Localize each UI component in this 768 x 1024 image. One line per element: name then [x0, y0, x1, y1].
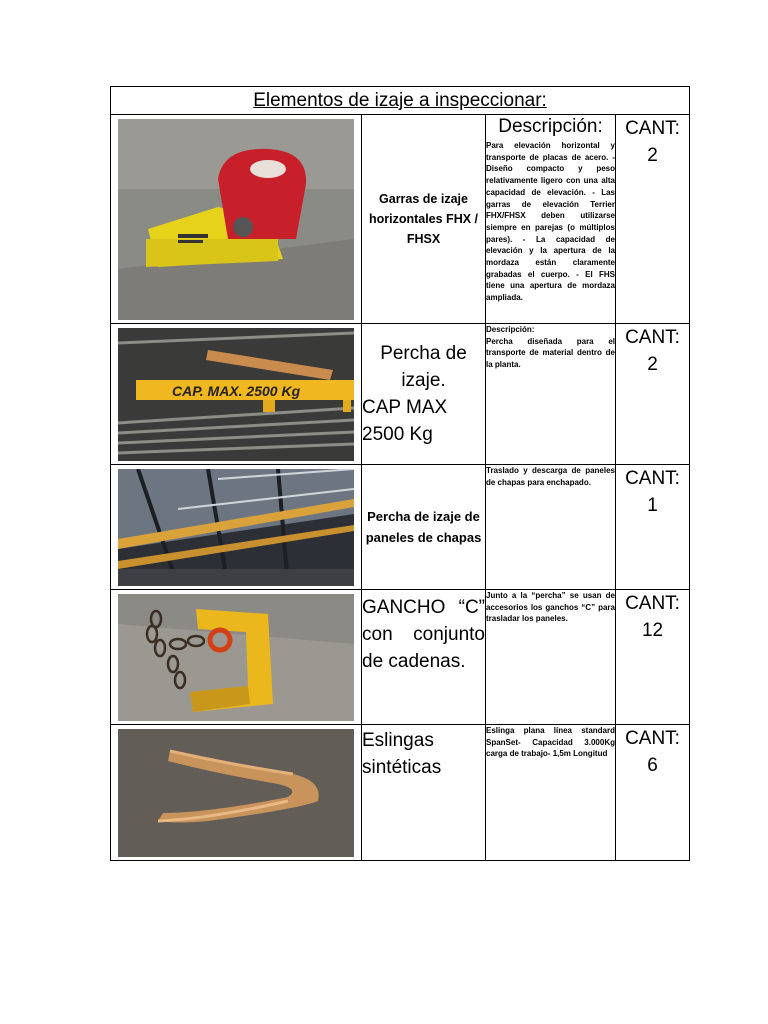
item-name: Eslingas sintéticas — [362, 730, 442, 778]
quantity-value: 2 — [647, 145, 658, 166]
quantity-label: CANT: — [625, 118, 680, 139]
quantity-value: 1 — [647, 495, 658, 516]
description-text: Eslinga plana línea standard SpanSet- Capacidad 3.000Kg carga de trabajo- 1,5m Longitud — [486, 726, 615, 759]
description-cell — [486, 115, 616, 324]
item-name-line: Percha de — [380, 343, 467, 364]
item-name: GANCHO “C” con conjunto de cadenas. — [362, 597, 485, 672]
quantity-label: CANT: — [625, 728, 680, 749]
photo-cell — [111, 725, 362, 861]
overhead-crane-photo — [118, 469, 354, 586]
c-hook-chain-photo — [118, 594, 354, 721]
table-row — [111, 725, 690, 861]
quantity-cell — [616, 465, 690, 590]
quantity-label: CANT: — [625, 593, 680, 614]
quantity-cell — [616, 590, 690, 725]
quantity-cell — [616, 115, 690, 324]
quantity-label: CANT: — [625, 468, 680, 489]
table-row — [111, 465, 690, 590]
table-title: Elementos de izaje a inspeccionar: — [253, 90, 547, 111]
table-title-cell — [111, 87, 690, 115]
photo-cell — [111, 115, 362, 324]
description-cell — [486, 324, 616, 465]
item-name-cell — [362, 465, 486, 590]
table-row — [111, 324, 690, 465]
table-row — [111, 115, 690, 324]
description-cell — [486, 725, 616, 861]
item-name-line: CAP MAX — [362, 397, 448, 418]
item-name: Garras de izaje horizontales FHX / FHSX — [368, 192, 479, 246]
spreader-capacity-label: CAP. MAX. 2500 Kg — [172, 383, 301, 399]
synthetic-sling-photo — [118, 729, 354, 857]
spreader-beam-photo — [118, 328, 354, 461]
inspection-table — [110, 86, 690, 861]
quantity-value: 2 — [647, 354, 658, 375]
item-name-cell — [362, 725, 486, 861]
photo-cell — [111, 324, 362, 465]
photo-cell — [111, 465, 362, 590]
description-text: Junto a la “percha” se usan de accesorios los ganchos “C” para trasladar los paneles. — [486, 591, 615, 624]
description-header: Descripción: — [486, 325, 535, 334]
item-name-line: izaje. — [401, 370, 446, 391]
item-name-line: 2500 Kg — [362, 424, 433, 445]
photo-cell — [111, 590, 362, 725]
item-name-cell — [362, 590, 486, 725]
description-text: Percha diseñada para el transporte de material dentro de la planta. — [486, 336, 615, 370]
quantity-value: 6 — [647, 755, 658, 776]
quantity-cell — [616, 324, 690, 465]
description-text: Para elevación horizontal y transporte de placas de acero. - Diseño compacto y peso relativamente ligero con una alta capacidad de elevación. - Las garras de elevación Terrier FHX/FHSX deben utilizarse siempre en parejas (o múltiplos pares). - La capacidad de elevación y la apertura de la mordaza están claramente grabadas el cuerpo. - El FHS tiene una apertura de mordaza ampliada. — [486, 141, 615, 303]
item-name-cell — [362, 115, 486, 324]
quantity-label: CANT: — [625, 327, 680, 348]
description-cell — [486, 590, 616, 725]
description-text: Traslado y descarga de paneles de chapas para enchapado. — [486, 466, 615, 487]
quantity-value: 12 — [641, 620, 664, 641]
item-name-cell — [362, 324, 486, 465]
description-header: Descripción: — [498, 116, 603, 137]
quantity-cell — [616, 725, 690, 861]
table-row — [111, 590, 690, 725]
lifting-clamp-photo — [118, 119, 354, 320]
item-name: Percha de izaje de paneles de chapas — [365, 509, 482, 545]
description-cell — [486, 465, 616, 590]
